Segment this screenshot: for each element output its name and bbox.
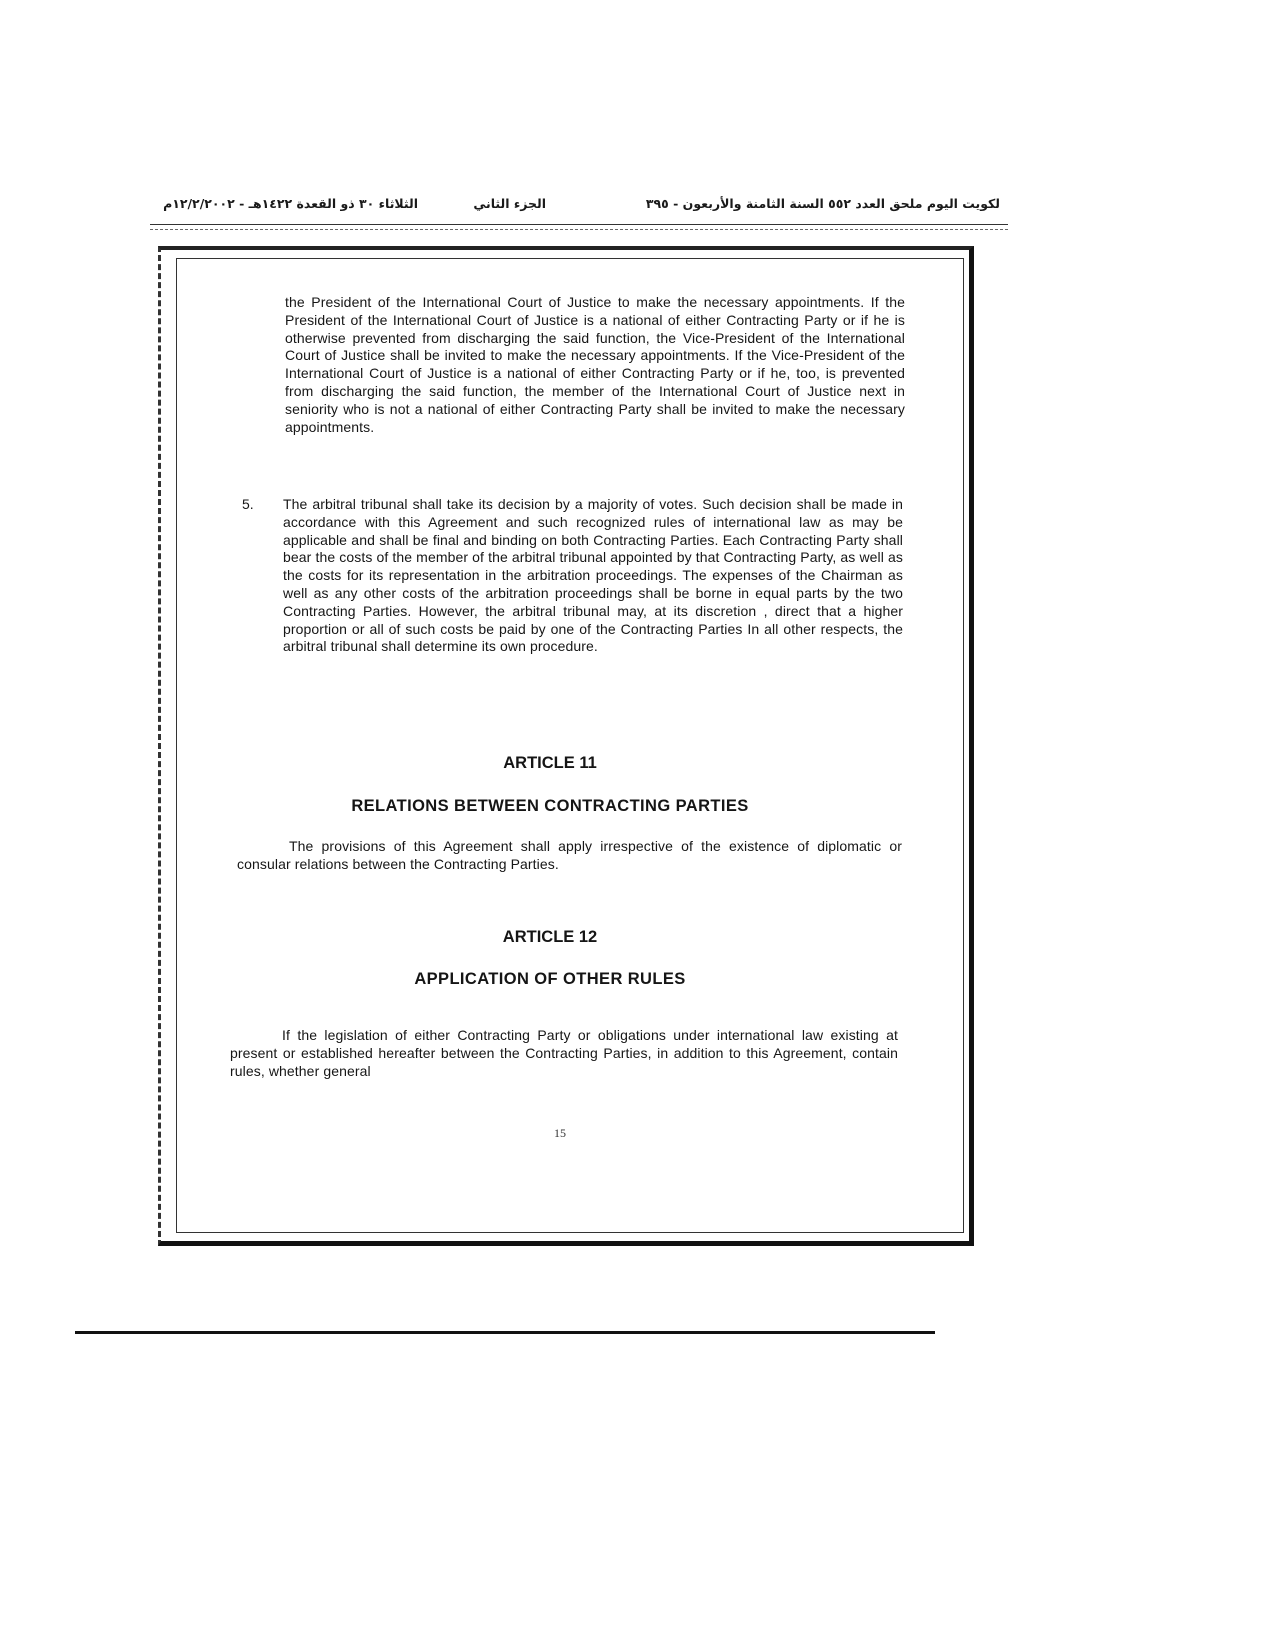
page-number: 15 [554, 1126, 566, 1140]
bottom-divider [75, 1331, 935, 1334]
header-divider-secondary [150, 229, 1008, 230]
article-11-paragraph: The provisions of this Agreement shall apply irrespective of the existence of diplomatic or consular relations between the Contracting Parties. [237, 838, 902, 872]
item-5-paragraph: The arbitral tribunal shall take its decision by a majority of votes. Such decision shall be made in accordance with this Agreement and such recognized rules of international law as may be applicable and shall be final and binding on both Contracting Parties. Each Contracting Party shall bear the costs of the member of the arbitral tribunal appointed by that Contracting Party, as well as the costs for its representation in the arbitration proceedings. The expenses of the Chairman as well as any other costs of the arbitration proceedings shall be borne in equal parts by the two Contracting Parties. However, the arbitral tribunal may, at its discretion , direct that a higher proportion or all of such costs be paid by one of the Contracting Parties In all other respects, the arbitral tribunal shall determine its own procedure. [283, 496, 903, 655]
header-publication: لكويت اليوم ملحق العدد ٥٥٢ السنة الثامنة والأربعون - ٣٩٥ [645, 196, 1000, 211]
header-part: الجزء الثاني [473, 196, 546, 211]
article-11-title: ARTICLE 11 [503, 754, 597, 772]
running-header [148, 196, 1000, 218]
continuation-paragraph: the President of the International Court of Justice to make the necessary appointments. If the President of the International Court of Justice is a national of either Contracting Party or if he is otherwise prevented from discharging the said function, the Vice-President of the International Court of Justice shall be invited to make the necessary appointments. If the Vice-President of the International Court of Justice is a national of either Contracting Party or if he, too, is prevented from discharging the said function, the member of the International Court of Justice next in seniority who is not a national of either Contracting Party shall be invited to make the necessary appointments. [285, 294, 905, 435]
header-date: الثلاثاء ٣٠ ذو القعدة ١٤٢٢هـ - ١٢/٢/٢٠٠٢م [163, 196, 418, 211]
item-number: 5. [242, 496, 254, 512]
article-12-title: ARTICLE 12 [502, 928, 598, 946]
article-12-paragraph: If the legislation of either Contracting Party or obligations under international law existing at present or established hereafter between the Contracting Parties, in addition to this Agreement, contain rules, whether general [230, 1027, 898, 1079]
article-12-subtitle: APPLICATION OF OTHER RULES [414, 970, 686, 988]
article-11-subtitle: RELATIONS BETWEEN CONTRACTING PARTIES [351, 797, 749, 815]
header-divider [150, 224, 1008, 225]
